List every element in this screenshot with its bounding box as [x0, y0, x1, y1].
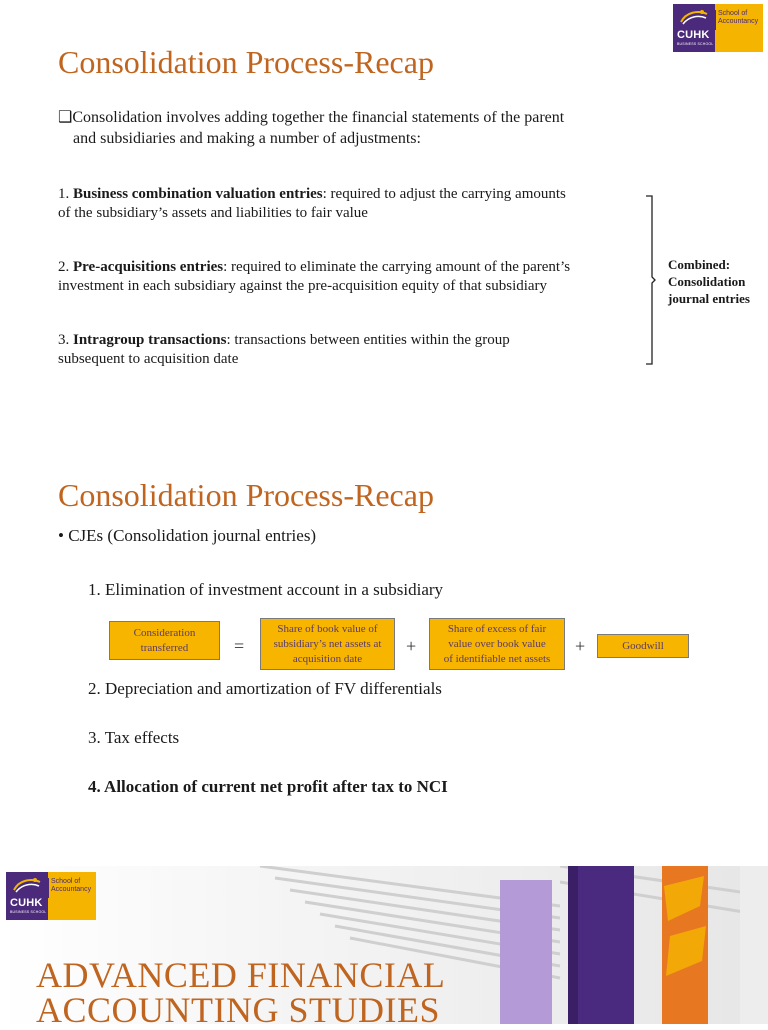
bullet-dot-icon: • — [58, 526, 64, 545]
cjes-bullet: • CJEs (Consolidation journal entries) — [58, 526, 317, 545]
cje-item-2: 2. Depreciation and amortization of FV differentials — [88, 679, 442, 698]
logo-mark-2 — [6, 872, 48, 920]
logo-brand-2: CUHK — [10, 897, 43, 909]
combined-label: Combined: Consolidation journal entries — [668, 257, 750, 306]
logo-brand-sub-2: BUSINESS SCHOOL — [10, 910, 47, 914]
slide1-item-2-line2: investment in each subsidiary against the pre-acquisition equity of that subsidiary — [58, 278, 548, 294]
intro-line-2: and subsidiaries and making a number of adjustments: — [73, 130, 421, 147]
cuhk-logo — [673, 4, 763, 52]
goodwill-box: Goodwill — [597, 634, 689, 658]
book-value-box: Share of book value of subsidiary’s net assets at acquisition date — [260, 618, 395, 670]
course-title: ADVANCED FINANCIAL ACCOUNTING STUDIES — [36, 955, 446, 1030]
equals-sign: = — [234, 636, 245, 656]
slide1-item-1: 1. Business combination valuation entries: required to adjust the carrying amounts — [58, 186, 566, 202]
logo-mark — [673, 4, 715, 52]
slide1-item-3-line2: subsequent to acquisition date — [58, 351, 239, 367]
logo-brand-sub: BUSINESS SCHOOL — [677, 42, 714, 46]
plus-sign-2: + — [575, 636, 586, 656]
slide1-item-1-line2: of the subsidiary’s assets and liabilities to fair value — [58, 205, 368, 221]
intro-line-1: ❑Consolidation involves adding together the financial statements of the parent — [58, 109, 565, 126]
slide2-title: Consolidation Process-Recap — [58, 477, 434, 513]
slide1-item-3: 3. Intragroup transactions: transactions between entities within the group — [58, 332, 510, 348]
logo-school-text-2: School of Accountancy — [51, 878, 92, 893]
consideration-box: Consideration transferred — [109, 621, 220, 660]
swirl-icon — [11, 876, 43, 894]
plus-sign-1: + — [406, 636, 417, 656]
slide1-item-2: 2. Pre-acquisitions entries: required to eliminate the carrying amount of the parent’s — [58, 259, 571, 275]
swirl-icon — [678, 8, 710, 26]
logo-school-text: School of Accountancy — [718, 10, 759, 25]
right-brace-icon — [646, 195, 656, 365]
logo-brand: CUHK — [677, 29, 710, 41]
cje-item-1: 1. Elimination of investment account in a subsidiary — [88, 580, 444, 599]
cje-item-3: 3. Tax effects — [88, 728, 180, 747]
logo-school — [715, 4, 763, 52]
cje-item-4: 4. Allocation of current net profit after tax to NCI — [88, 777, 448, 796]
logo-school-2 — [48, 872, 96, 920]
cuhk-logo-2 — [6, 872, 96, 920]
checkbox-bullet-icon: ❑ — [58, 109, 73, 126]
slide1-title: Consolidation Process-Recap — [58, 44, 434, 80]
excess-fair-value-box: Share of excess of fair value over book value of identifiable net assets — [429, 618, 565, 670]
